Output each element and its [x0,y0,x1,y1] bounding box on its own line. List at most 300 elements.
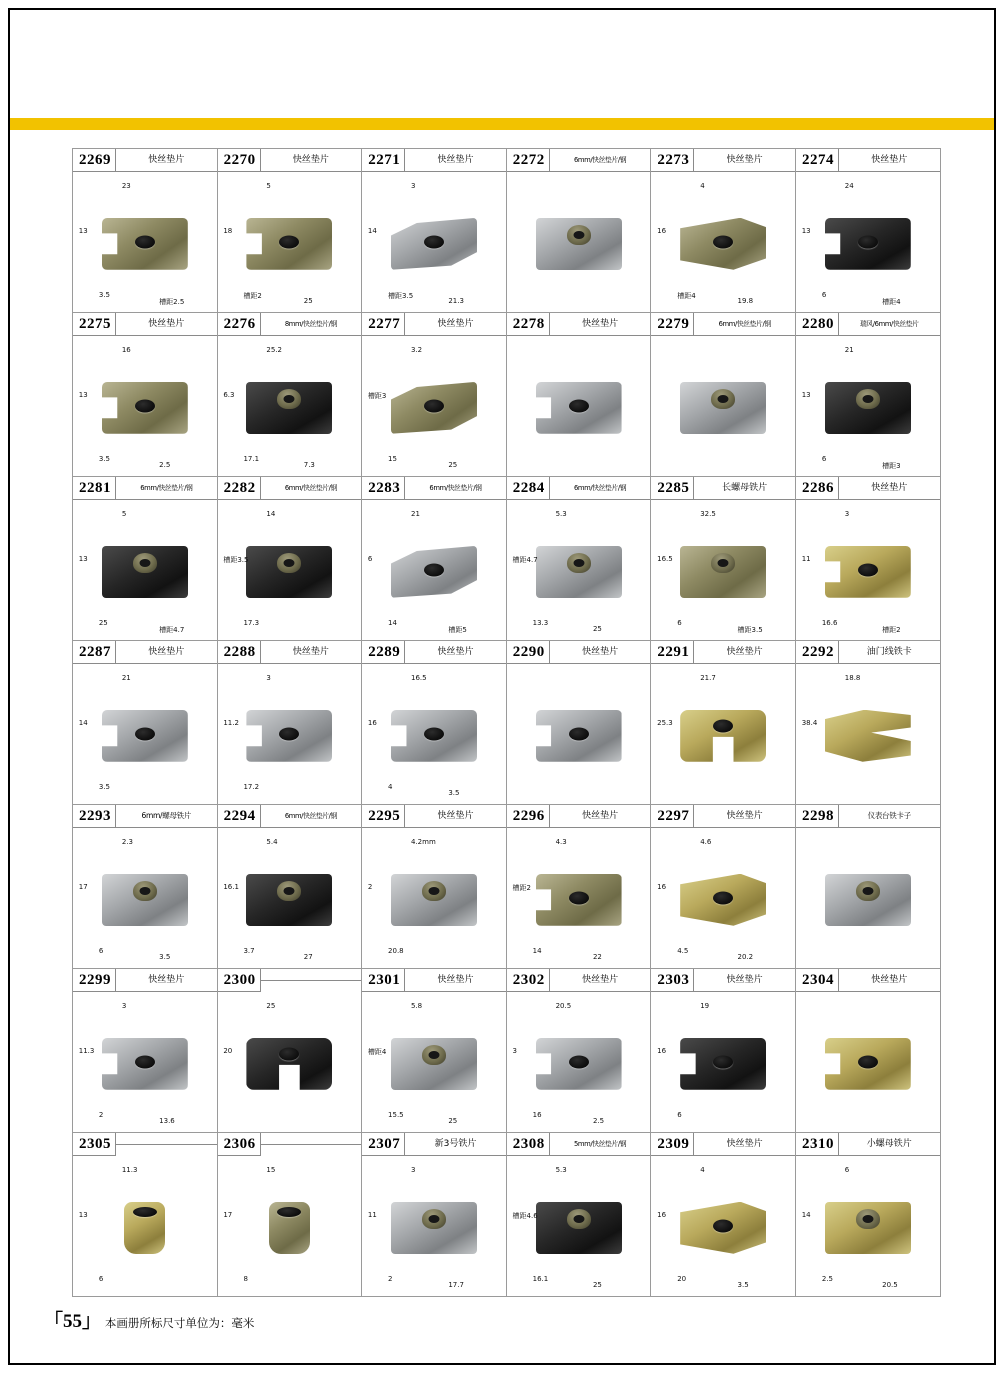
part-photo [218,499,362,639]
dimension-label: 3 [411,182,416,191]
part-code: 2272 [507,149,550,172]
catalog-cell[interactable] [362,969,507,1133]
dimension-label: 槽距4.6 [512,1212,538,1220]
part-code: 2290 [507,641,550,664]
part-image [246,546,332,598]
dimension-label: 3 [844,510,850,519]
part-photo [796,499,940,639]
part-code: 2307 [362,1133,405,1156]
dimension-label: 21 [411,510,420,519]
part-photo [507,335,651,475]
dimension-label: 14 [367,227,377,235]
cell-header [796,641,940,663]
catalog-cell[interactable] [73,313,218,477]
part-description [116,1144,217,1145]
part-description: 快丝垫片 [261,149,362,172]
part-photo [507,499,651,639]
cell-header [651,969,795,991]
part-photo [73,827,217,967]
dimension-label: 18 [223,227,233,235]
cell-header [362,149,506,171]
catalog-row [73,641,941,805]
part-image [536,1038,622,1090]
part-image [246,382,332,434]
catalog-cell[interactable] [651,641,796,805]
part-code: 2275 [73,313,116,336]
part-code: 2271 [362,149,405,172]
dimension-label: 4.6 [700,838,712,847]
part-code: 2274 [796,149,839,172]
cell-header [796,969,940,991]
dimension-label: 20.5 [882,1281,898,1289]
part-code: 2298 [796,805,839,828]
dimension-label: 2.5 [592,1117,605,1125]
cell-header [362,969,506,991]
dimension-label: 6 [677,619,682,628]
part-photo [218,335,362,475]
dimension-label: 17.1 [243,455,260,464]
part-description: 6mm/螺母铁片 [116,805,217,828]
page-number: 55 [63,1311,83,1332]
part-code: 2280 [796,313,839,336]
part-photo [507,991,651,1131]
part-image [246,710,332,762]
cell-header [651,149,795,171]
catalog-cell[interactable] [651,1133,796,1297]
dimension-label: 14 [78,719,88,727]
catalog-cell[interactable] [506,1133,651,1297]
dimension-label: 2.5 [159,461,171,469]
part-photo [796,827,940,967]
catalog-cell[interactable] [651,805,796,969]
dimension-label: 16.5 [411,674,427,683]
part-photo [362,499,506,639]
dimension-label: 20.2 [737,953,754,961]
part-image [536,218,622,270]
catalog-row [73,805,941,969]
cell-header [507,149,651,171]
part-code: 2293 [73,805,116,828]
dimension-label: 6 [367,555,373,563]
cell-header [796,805,940,827]
dimension-label: 槽距2 [243,292,262,301]
catalog-cell[interactable] [795,149,940,313]
dimension-label: 19 [700,1002,710,1011]
dimension-label: 16 [121,346,131,355]
catalog-row [73,969,941,1133]
part-photo [507,171,651,311]
dimension-label: 5 [121,510,127,519]
dimension-label: 7.3 [303,461,315,469]
cell-header [507,641,651,663]
part-code: 2287 [73,641,116,664]
catalog-cell[interactable] [217,313,362,477]
dimension-label: 25 [448,461,458,469]
part-photo [651,499,795,639]
part-code: 2281 [73,477,116,500]
dimension-label: 21.3 [448,297,464,305]
part-image [680,546,766,598]
dimension-label: 15.5 [388,1111,404,1120]
dimension-label: 3.5 [98,291,110,300]
part-description: 快丝垫片 [839,969,940,992]
dimension-label: 5.3 [555,510,567,519]
dimension-label: 3 [512,1047,517,1055]
catalog-cell[interactable] [217,641,362,805]
catalog-cell[interactable] [73,805,218,969]
part-description: 快丝垫片 [550,805,651,828]
part-image [825,710,911,762]
part-code: 2270 [218,149,261,172]
dimension-label: 17 [78,883,88,891]
cell-header [73,641,217,663]
part-code: 2277 [362,313,405,336]
part-photo [218,827,362,967]
dimension-label: 21.7 [700,674,716,683]
header-yellow-bar [10,118,994,130]
part-image [391,710,477,762]
part-image [680,1038,766,1090]
dimension-label: 6 [821,291,827,300]
part-photo [218,1155,362,1295]
catalog-cell[interactable] [506,149,651,313]
part-description: 快丝垫片 [405,313,506,336]
footer-note: 本画册所标尺寸单位为：毫米 [104,1316,255,1330]
dimension-label: 38.4 [801,719,818,727]
cell-header [218,149,362,171]
part-code: 2303 [651,969,694,992]
cell-header [362,805,506,827]
part-photo [73,171,217,311]
part-image [825,1202,911,1254]
cell-header [796,1133,940,1155]
dimension-label: 15 [266,1166,276,1175]
cell-header [218,969,362,991]
part-image [680,710,766,762]
dimension-label: 11 [801,555,811,563]
catalog-cell[interactable] [362,1133,507,1297]
part-code: 2279 [651,313,694,336]
part-description: 8mm/快丝垫片/钢 [261,313,362,336]
catalog-cell[interactable] [73,149,218,313]
part-photo [73,991,217,1131]
part-image [536,710,622,762]
part-description: 6mm/快丝垫片/钢 [116,477,217,500]
part-code: 2306 [218,1133,261,1156]
catalog-cell[interactable] [217,969,362,1133]
part-image [246,1038,332,1090]
dimension-label: 2.3 [121,838,133,847]
cell-header [362,641,506,663]
catalog-cell[interactable] [362,805,507,969]
catalog-cell[interactable] [73,477,218,641]
catalog-cell[interactable] [795,969,940,1133]
part-description: 油门线铁卡 [839,641,940,664]
catalog-cell[interactable] [795,641,940,805]
part-photo [651,171,795,311]
catalog-cell[interactable] [217,805,362,969]
catalog-cell[interactable] [73,641,218,805]
part-image [680,218,766,270]
dimension-label: 6 [844,1166,850,1175]
dimension-label: 2 [98,1111,104,1120]
dimension-label: 4.5 [677,947,689,956]
dimension-label: 13 [78,1211,88,1219]
catalog-cell[interactable] [217,149,362,313]
dimension-label: 27 [303,953,313,961]
dimension-label: 25 [448,1117,458,1125]
dimension-label: 3.5 [98,455,110,464]
part-image [391,218,477,270]
dimension-label: 24 [844,182,854,191]
part-code: 2299 [73,969,116,992]
header-white-band [70,10,994,118]
cell-header [651,805,795,827]
catalog-cell[interactable] [73,969,218,1133]
dimension-label: 25 [592,1281,602,1289]
dimension-label: 槽距3 [367,392,387,400]
part-code: 2308 [507,1133,550,1156]
part-photo [362,827,506,967]
part-image [680,1202,766,1254]
catalog-cell[interactable] [795,477,940,641]
catalog-cell[interactable] [506,641,651,805]
catalog-cell[interactable] [217,477,362,641]
part-image [246,874,332,926]
catalog-cell[interactable] [795,805,940,969]
part-description: 快丝垫片 [694,641,795,664]
part-photo [796,663,940,803]
cell-header [651,1133,795,1155]
dimension-label: 2 [388,1275,393,1284]
dimension-label: 4 [700,182,705,191]
dimension-label: 6.3 [223,391,235,399]
catalog-cell[interactable] [217,1133,362,1297]
dimension-label: 14 [801,1211,811,1219]
part-photo [218,171,362,311]
dimension-label: 25 [303,297,313,305]
part-code: 2289 [362,641,405,664]
dimension-label: 13 [78,555,88,563]
part-image [246,1202,332,1254]
dimension-label: 20.5 [555,1002,572,1011]
dimension-label: 13 [801,391,811,399]
cell-header [218,313,362,335]
cell-header [507,1133,651,1155]
cell-header [796,149,940,171]
cell-header [507,477,651,499]
catalog-cell[interactable] [362,477,507,641]
part-description: 快丝垫片 [694,1133,795,1156]
part-description: 快丝垫片 [839,477,940,500]
part-photo [362,663,506,803]
dimension-label: 17 [223,1211,233,1219]
part-photo [362,991,506,1131]
dimension-label: 16.1 [532,1275,549,1284]
catalog-cell[interactable] [506,477,651,641]
dimension-label: 17.2 [243,783,260,792]
part-description: 快丝垫片 [405,969,506,992]
dimension-label: 15 [388,455,397,464]
part-code: 2301 [362,969,405,992]
catalog-cell[interactable] [506,805,651,969]
catalog-cell[interactable] [362,641,507,805]
dimension-label: 4.2mm [411,838,436,847]
part-image [536,546,622,598]
cell-header [651,313,795,335]
part-photo [651,335,795,475]
dimension-label: 槽距3.5 [388,292,414,301]
part-image [102,546,188,598]
part-code: 2305 [73,1133,116,1156]
catalog-row [73,1133,941,1297]
dimension-label: 3.5 [448,789,460,797]
part-description: 6mm/快丝垫片/钢 [405,477,506,500]
part-description: 快丝垫片 [261,641,362,664]
dimension-label: 25 [266,1002,276,1011]
dimension-label: 4.3 [555,838,567,847]
part-code: 2283 [362,477,405,500]
dimension-label: 6 [98,947,104,956]
dimension-label: 11.3 [121,1166,138,1175]
page-footer [44,1306,254,1333]
part-code: 2295 [362,805,405,828]
cell-header [73,1133,217,1155]
catalog-cell[interactable] [651,313,796,477]
catalog-cell[interactable] [362,313,507,477]
dimension-label: 6 [677,1111,682,1120]
catalog-table [72,148,941,1297]
dimension-label: 2 [367,883,373,891]
dimension-label: 槽距2 [512,884,531,892]
catalog-cell[interactable] [651,477,796,641]
part-photo [362,171,506,311]
dimension-label: 16 [657,1211,667,1219]
part-image [536,382,622,434]
catalog-grid [72,148,934,1293]
dimension-label: 25 [98,619,108,628]
part-description: 快丝垫片 [116,149,217,172]
part-description: 快丝垫片 [116,969,217,992]
part-description: 6mm/快丝垫片/钢 [550,477,651,500]
part-code: 2273 [651,149,694,172]
part-photo [796,1155,940,1295]
part-description: 小螺母铁片 [839,1133,940,1156]
dimension-label: 槽距3.5 [223,556,249,564]
cell-header [73,805,217,827]
dimension-label: 16 [657,1047,667,1055]
part-photo [796,171,940,311]
dimension-label: 16 [532,1111,542,1120]
part-description: 快丝垫片 [550,969,651,992]
dimension-label: 23 [121,182,131,191]
catalog-cell[interactable] [506,313,651,477]
part-image [825,1038,911,1090]
part-image [102,874,188,926]
catalog-cell[interactable] [362,149,507,313]
part-image [102,218,188,270]
cell-header [73,149,217,171]
dimension-label: 13 [801,227,811,235]
part-image [391,382,477,434]
part-image [391,1202,477,1254]
part-code: 2309 [651,1133,694,1156]
dimension-label: 20 [223,1047,233,1055]
part-code: 2278 [507,313,550,336]
part-description: 6mm/快丝垫片/钢 [550,149,651,172]
part-description: 新3号铁片 [405,1133,506,1156]
part-description: 快丝垫片 [694,149,795,172]
dimension-label: 6 [821,455,827,464]
part-image [825,218,911,270]
part-image [825,874,911,926]
part-code: 2296 [507,805,550,828]
part-description: 6mm/快丝垫片/钢 [261,477,362,500]
cell-header [73,477,217,499]
cell-header [651,641,795,663]
part-image [391,1038,477,1090]
catalog-cell[interactable] [651,969,796,1133]
part-description: 6mm/快丝垫片/钢 [261,805,362,828]
dimension-label: 11.2 [223,719,239,727]
cell-header [73,969,217,991]
part-code: 2284 [507,477,550,500]
dimension-label: 18.8 [844,674,861,683]
catalog-cell[interactable] [795,1133,940,1297]
catalog-cell[interactable] [651,149,796,313]
dimension-label: 17.7 [448,1281,464,1289]
dimension-label: 14 [388,619,397,628]
part-code: 2286 [796,477,839,500]
dimension-label: 16 [657,227,667,235]
dimension-label: 槽距4 [882,298,901,306]
part-image [102,382,188,434]
part-image [536,1202,622,1254]
cell-header [796,477,940,499]
dimension-label: 21 [121,674,131,683]
dimension-label: 16 [367,719,377,727]
dimension-label: 32.5 [700,510,716,519]
dimension-label: 20 [677,1275,687,1284]
cell-header [507,969,651,991]
part-code: 2276 [218,313,261,336]
cell-header [507,313,651,335]
catalog-row [73,477,941,641]
dimension-label: 槽距5 [448,626,467,634]
part-code: 2302 [507,969,550,992]
catalog-cell[interactable] [73,1133,218,1297]
dimension-label: 5.4 [266,838,278,847]
part-photo [796,991,940,1131]
catalog-cell[interactable] [506,969,651,1133]
part-description: 瑞风/6mm/快丝垫片 [839,313,940,336]
part-description: 快丝垫片 [405,149,506,172]
part-photo [651,1155,795,1295]
dimension-label: 槽距2 [882,626,901,634]
catalog-cell[interactable] [795,313,940,477]
footer-bracket-right: 」 [82,1310,102,1332]
part-description: 快丝垫片 [116,313,217,336]
part-image [825,382,911,434]
dimension-label: 3 [121,1002,127,1011]
dimension-label: 17.3 [243,619,260,628]
part-photo [362,335,506,475]
part-description: 快丝垫片 [550,641,651,664]
part-description: 快丝垫片 [550,313,651,336]
part-photo [796,335,940,475]
part-photo [362,1155,506,1295]
part-photo [651,663,795,803]
